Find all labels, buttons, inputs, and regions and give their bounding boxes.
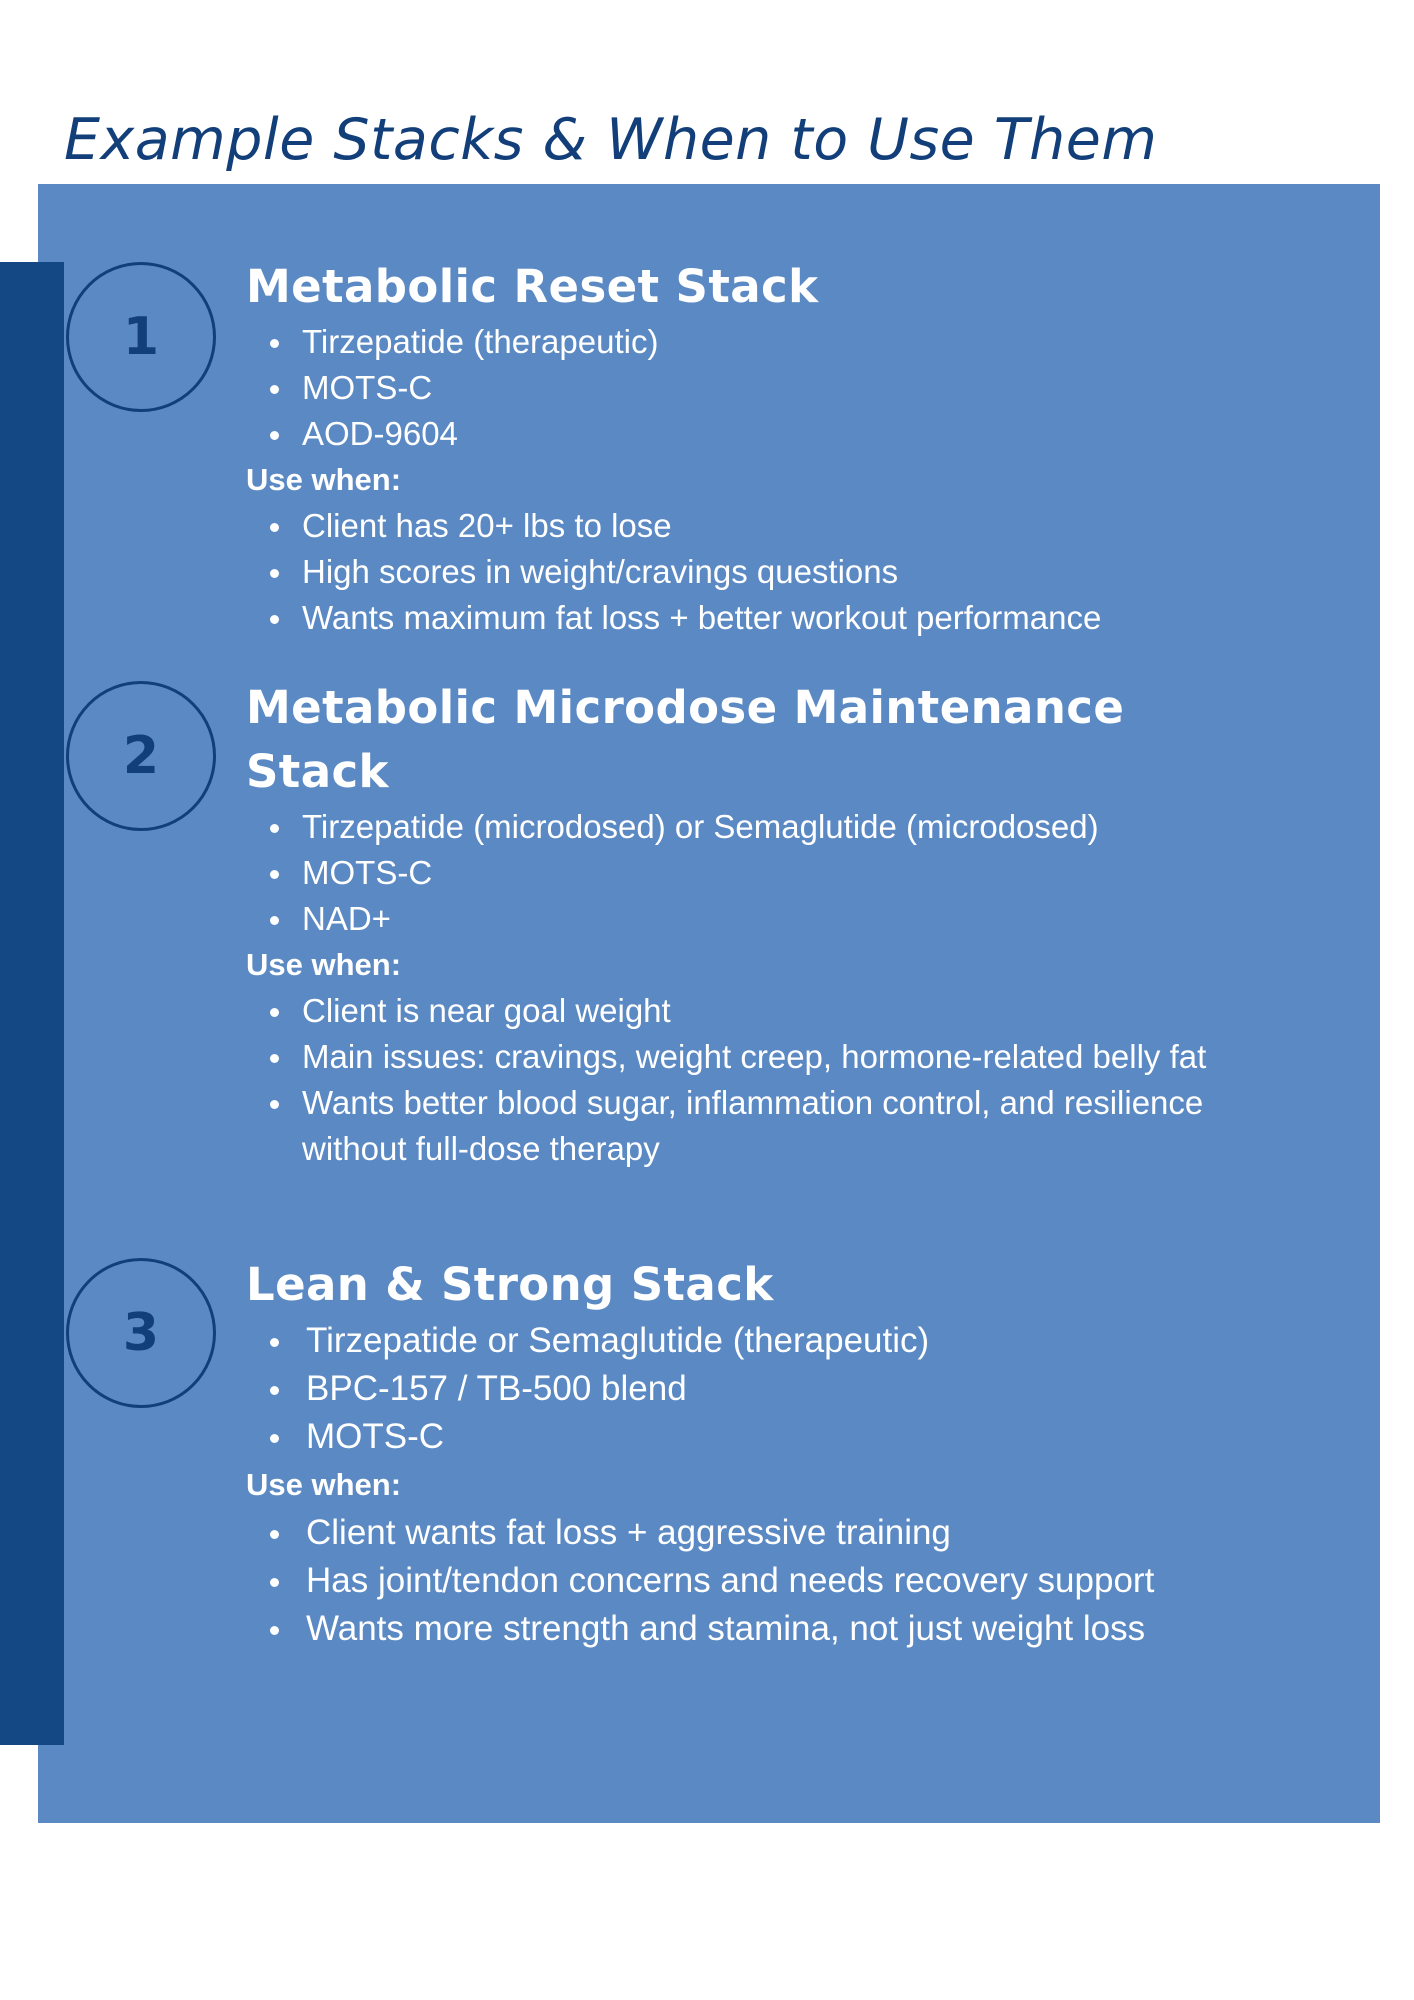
stack-title-2-line-2: Stack <box>246 745 389 798</box>
list-item: Main issues: cravings, weight creep, hormone-related belly fat <box>246 1034 1256 1080</box>
side-accent-bar <box>0 262 64 1745</box>
stack-title-2-line-1: Metabolic Microdose Maintenance <box>246 681 1125 734</box>
stack-items-list-3 <box>246 1317 1346 1461</box>
use-when-label-3: Use when: <box>246 1467 402 1502</box>
use-when-label-1: Use when: <box>246 462 402 497</box>
stack-number-badge-1 <box>66 262 216 412</box>
page-title: Example Stacks & When to Use Them <box>64 107 1158 173</box>
list-item: NAD+ <box>246 896 1346 942</box>
stack-title-3: Lean & Strong Stack <box>246 1258 774 1311</box>
list-item: Wants better blood sugar, inflammation control, and resilience without full-dose therapy <box>246 1080 1256 1172</box>
list-item: AOD-9604 <box>246 411 1346 457</box>
use-when-label-2: Use when: <box>246 947 402 982</box>
list-item: Tirzepatide (microdosed) or Semaglutide (microdosed) <box>246 804 1346 850</box>
stack-number-3: 3 <box>122 1303 160 1363</box>
stack-items-list-2 <box>246 804 1346 942</box>
stack-number-1: 1 <box>122 307 160 367</box>
stack-title-2 <box>246 676 1346 804</box>
list-item: Has joint/tendon concerns and needs recovery support <box>246 1557 1206 1605</box>
list-item: Tirzepatide or Semaglutide (therapeutic) <box>246 1317 1346 1365</box>
list-item: Client is near goal weight <box>246 988 1256 1034</box>
list-item: Client has 20+ lbs to lose <box>246 503 1346 549</box>
use-when-list-1 <box>246 503 1346 641</box>
list-item: MOTS-C <box>246 850 1346 896</box>
stack-items-list-1 <box>246 319 1346 457</box>
list-item: Client wants fat loss + aggressive training <box>246 1509 1206 1557</box>
stack-section-1 <box>246 255 1346 641</box>
list-item: Wants more strength and stamina, not just weight loss <box>246 1605 1206 1653</box>
stack-title-1: Metabolic Reset Stack <box>246 260 819 313</box>
stack-number-badge-3 <box>66 1258 216 1408</box>
stack-number-badge-2 <box>66 681 216 831</box>
stack-section-3 <box>246 1253 1346 1653</box>
list-item: MOTS-C <box>246 365 1346 411</box>
use-when-list-2 <box>246 988 1256 1172</box>
list-item: MOTS-C <box>246 1413 1346 1461</box>
list-item: BPC-157 / TB-500 blend <box>246 1365 1346 1413</box>
list-item: Wants maximum fat loss + better workout performance <box>246 595 1346 641</box>
stack-number-2: 2 <box>122 726 160 786</box>
use-when-list-3 <box>246 1509 1206 1653</box>
list-item: High scores in weight/cravings questions <box>246 549 1346 595</box>
list-item: Tirzepatide (therapeutic) <box>246 319 1346 365</box>
stack-section-2 <box>246 676 1346 1172</box>
